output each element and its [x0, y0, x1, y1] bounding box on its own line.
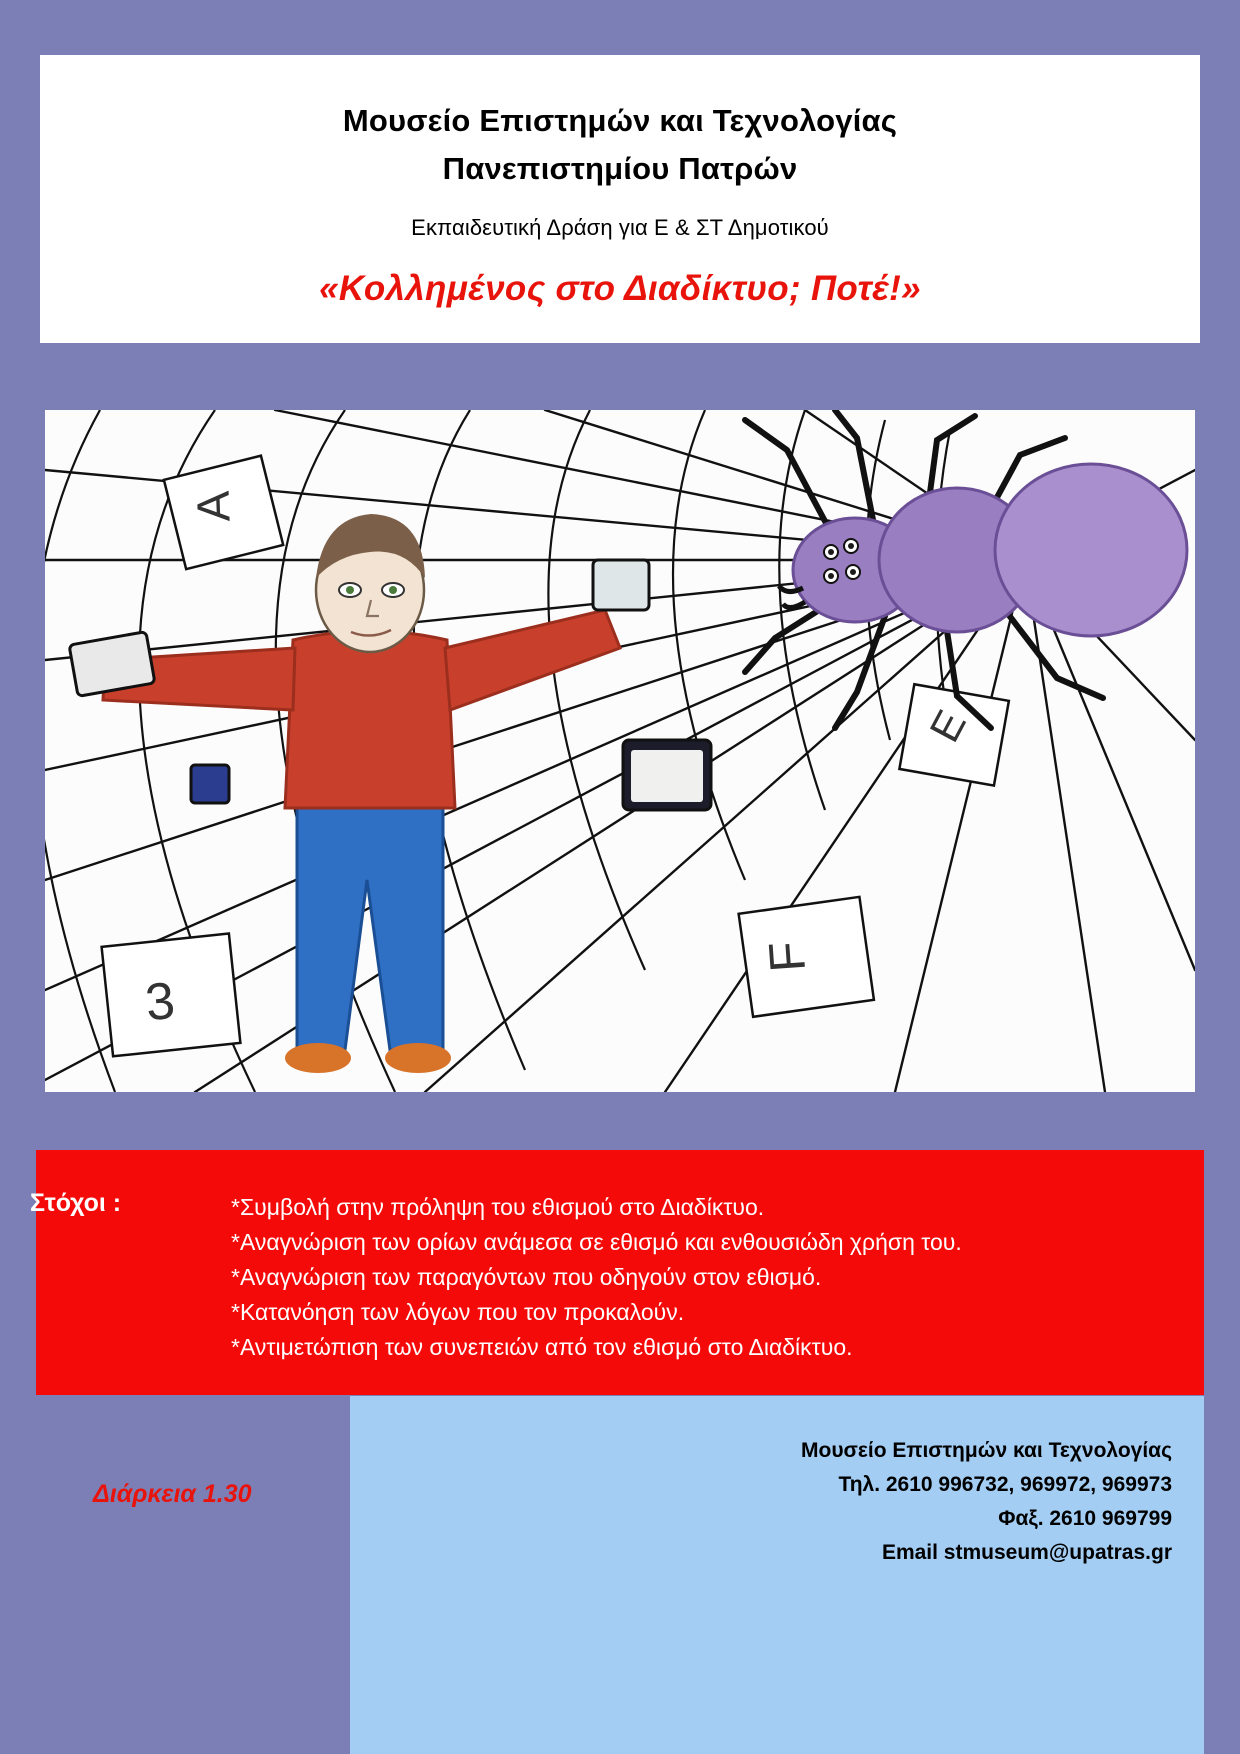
duration-label: Διάρκεια 1.30: [93, 1480, 252, 1508]
goal-item: *Αναγνώριση των παραγόντων που οδηγούν στον εθισμό.: [231, 1263, 822, 1290]
goals-list: [231, 1190, 1204, 1365]
svg-text:E: E: [920, 702, 975, 750]
child-in-spider-web-drawing: [45, 410, 1195, 1092]
contact-fax: Φαξ. 2610 969799: [998, 1507, 1172, 1531]
program-subtitle: Εκπαιδευτική Δράση για Ε & ΣΤ Δημοτικού: [411, 215, 829, 241]
goal-item: *Συμβολή στην πρόληψη του εθισμού στο Διαδίκτυο.: [231, 1194, 765, 1220]
museum-name-line1: Μουσείο Επιστημών και Τεχνολογίας: [342, 103, 898, 138]
contact-phone: Τηλ. 2610 996732, 969972, 969973: [838, 1473, 1172, 1497]
goals-panel: [36, 1150, 1204, 1395]
contact-museum-name: Μουσείο Επιστημών και Τεχνολογίας: [801, 1439, 1172, 1462]
contact-email: Email stmuseum@upatras.gr: [881, 1541, 1172, 1565]
museum-name-line2: Πανεπιστημίου Πατρών: [442, 151, 798, 187]
header-panel: [40, 55, 1200, 343]
svg-text:3: 3: [142, 971, 178, 1033]
goal-item: *Κατανόηση των λόγων που τον προκαλούν.: [231, 1298, 685, 1325]
goal-item: *Αναγνώριση των ορίων ανάμεσα σε εθισμό και ενθουσιώδη χρήση του.: [231, 1228, 962, 1255]
page-title: «Κολλημένος στο Διαδίκτυο; Ποτέ!»: [319, 269, 921, 309]
contact-panel: [350, 1396, 1204, 1754]
illustration-panel: [45, 410, 1195, 1092]
svg-text:A: A: [186, 490, 240, 523]
svg-text:F: F: [758, 939, 817, 974]
goals-label: Στόχοι :: [30, 1189, 122, 1217]
goal-item: *Αντιμετώπιση των συνεπειών από τον εθισμό στο Διαδίκτυο.: [231, 1333, 853, 1360]
